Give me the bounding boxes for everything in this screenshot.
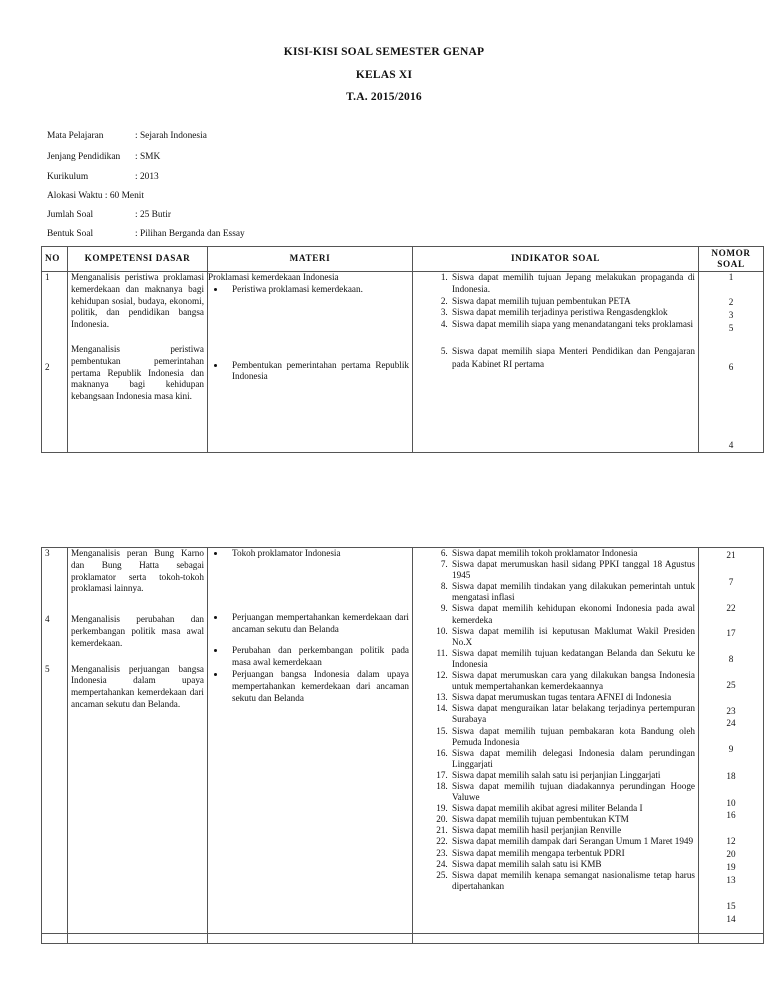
doc-subtitle-class: KELAS XI	[355, 69, 413, 81]
list-item: • Perjuangan mempertahankan kemerdekaan dari ancaman sekutu dan Belanda	[226, 612, 409, 636]
grid-table-page1	[41, 246, 764, 453]
list-item: 15. Siswa dapat memilih tujuan pembakaran kota Bandung oleh Pemuda Indonesia	[450, 726, 695, 748]
list-item: 25. Siswa dapat memilih kenapa semangat nasionalisme tetap harus dipertahankan	[450, 870, 695, 892]
list-item: 17. Siswa dapat memilih salah satu isi perjanjian Linggarjati	[450, 770, 695, 781]
question-number: 19	[726, 862, 736, 872]
row-number: 1	[45, 272, 50, 282]
table-row	[42, 548, 764, 934]
question-number: 8	[728, 654, 734, 664]
list-item: 10. Siswa dapat memilih isi keputusan Maklumat Wakil Presiden No.X	[450, 626, 695, 648]
materi-list	[208, 284, 409, 296]
question-number: 4	[728, 440, 734, 450]
row-number-cell	[42, 272, 68, 453]
col-header-materi: MATERI	[208, 247, 413, 272]
materi-list	[208, 612, 409, 636]
list-item: • Tokoh proklamator Indonesia	[226, 548, 409, 560]
question-number: 12	[726, 836, 736, 846]
nomor-cell	[699, 548, 764, 934]
materi-list	[208, 548, 409, 560]
materi-list	[208, 645, 409, 704]
meta-curriculum: Kurikulum : 2013	[47, 172, 159, 182]
indikator-list	[416, 272, 695, 331]
list-item: 18. Siswa dapat memilih tujuan diadakannya perundingan Hooge Valuwe	[450, 781, 695, 803]
list-item: 21. Siswa dapat memilih hasil perjanjian Renville	[450, 825, 695, 836]
row-number-cell	[42, 548, 68, 934]
grid-table-page2	[41, 547, 764, 944]
list-item: 14. Siswa dapat menguraikan latar belakang terjadinya pertempuran Surabaya	[450, 703, 695, 725]
list-item: 1. Siswa dapat memilih tujuan Jepang melakukan propaganda di Indonesia.	[450, 272, 695, 296]
list-item: 13. Siswa dapat merumuskan tugas tentara AFNEI di Indonesia	[450, 692, 695, 703]
row-number: 3	[45, 548, 50, 558]
question-number: 23	[726, 706, 736, 716]
list-item: 4. Siswa dapat memilih siapa yang menandatangani teks proklamasi	[450, 319, 695, 331]
materi-cell	[208, 548, 413, 934]
kd-text: Menganalisis peran Bung Karno dan Bung Hatta sebagai proklamator serta tokoh-tokoh proklamasi lainnya.	[71, 548, 204, 594]
question-number: 16	[726, 810, 736, 820]
question-number: 25	[726, 680, 736, 690]
nomor-cell	[699, 272, 764, 453]
question-number: 22	[726, 603, 736, 613]
indikator-cell	[413, 272, 699, 453]
list-item: 20. Siswa dapat memilih tujuan pembentukan KTM	[450, 814, 695, 825]
meta-level: Jenjang Pendidikan : SMK	[47, 152, 161, 162]
meta-time: Alokasi Waktu : 60 Menit	[47, 191, 144, 201]
doc-title: KISI-KISI SOAL SEMESTER GENAP	[283, 46, 485, 58]
materi-heading: Proklamasi kemerdekaan Indonesia	[208, 272, 339, 282]
question-number: 9	[728, 744, 734, 754]
list-item: • Peristiwa proklamasi kemerdekaan.	[226, 284, 409, 296]
question-number: 15	[726, 901, 736, 911]
list-item: 6. Siswa dapat memilih tokoh proklamator Indonesia	[450, 548, 695, 559]
question-number: 3	[728, 310, 734, 320]
kd-cell	[68, 272, 208, 453]
kd-cell	[68, 548, 208, 934]
indikator-list	[416, 548, 695, 892]
indikator-cell	[413, 548, 699, 934]
question-number: 18	[726, 771, 736, 781]
list-item: 11. Siswa dapat memilih tujuan kedatangan Belanda dan Sekutu ke Indonesia	[450, 648, 695, 670]
list-item: • Perjuangan bangsa Indonesia dalam upaya mempertahankan kemerdekaan dari ancaman sekutu dan Belanda	[226, 669, 409, 704]
question-number: 17	[726, 628, 736, 638]
list-item: 23. Siswa dapat memilih mengapa terbentuk PDRI	[450, 848, 695, 859]
meta-count: Jumlah Soal : 25 Butir	[47, 210, 171, 220]
indikator-list	[416, 345, 695, 371]
list-item: 8. Siswa dapat memilih tindakan yang dilakukan pemerintah untuk mengatasi inflasi	[450, 581, 695, 603]
question-number: 10	[726, 798, 736, 808]
col-header-nomor: NOMOR SOAL	[699, 247, 764, 272]
question-number: 24	[726, 718, 736, 728]
table-row-empty	[42, 934, 764, 944]
list-item: 12. Siswa dapat merumuskan cara yang dilakukan bangsa Indonesia untuk mempertahankan kemerdekaannya	[450, 670, 695, 692]
doc-subtitle-year: T.A. 2015/2016	[346, 91, 422, 103]
meta-form: Bentuk Soal : Pilihan Berganda dan Essay	[47, 229, 245, 239]
kd-text: Menganalisis perubahan dan perkembangan politik masa awal kemerdekaan.	[71, 614, 204, 648]
row-number: 4	[45, 613, 50, 624]
list-item: 5. Siswa dapat memilih siapa Menteri Pendidikan dan Pengajaran pada Kabinet RI pertama	[450, 345, 695, 371]
list-item: 16. Siswa dapat memilih delegasi Indonesia dalam perundingan Linggarjati	[450, 748, 695, 770]
kd-text: Menganalisis peristiwa pembentukan pemerintahan pertama Republik Indonesia dan maknanya bagi kehidupan kebangsaan Indonesia masa kini.	[71, 343, 204, 402]
table-row	[42, 272, 764, 453]
list-item: 9. Siswa dapat memilih kehidupan ekonomi Indonesia pada awal kemerdeka	[450, 603, 695, 625]
list-item: 2. Siswa dapat memilih tujuan pembentukan PETA	[450, 296, 695, 308]
table-header-row	[42, 247, 764, 272]
col-header-no: NO	[42, 247, 68, 272]
list-item: • Perubahan dan perkembangan politik pada masa awal kemerdekaan	[226, 645, 409, 669]
materi-list	[208, 360, 409, 384]
question-number: 21	[726, 550, 736, 560]
kd-text: Menganalisis perjuangan bangsa Indonesia dalam upaya mempertahankan kemerdekaan dari ancaman sekutu dan Belanda.	[71, 663, 204, 709]
materi-cell	[208, 272, 413, 453]
question-number: 6	[728, 362, 734, 372]
row-number: 5	[45, 663, 50, 674]
list-item: 3. Siswa dapat memilih terjadinya peristiwa Rengasdengklok	[450, 307, 695, 319]
question-number: 14	[726, 914, 736, 924]
col-header-kd: KOMPETENSI DASAR	[68, 247, 208, 272]
list-item: 24. Siswa dapat memilih salah satu isi KMB	[450, 859, 695, 870]
row-number: 2	[45, 361, 50, 372]
col-header-indikator: INDIKATOR SOAL	[413, 247, 699, 272]
question-number: 7	[728, 577, 734, 587]
question-number: 2	[728, 297, 734, 307]
meta-subject: Mata Pelajaran : Sejarah Indonesia	[47, 131, 207, 141]
list-item: 7. Siswa dapat merumuskan hasil sidang PPKI tanggal 18 Agustus 1945	[450, 559, 695, 581]
question-number: 13	[726, 875, 736, 885]
list-item: 22. Siswa dapat memilih dampak dari Serangan Umum 1 Maret 1949	[450, 836, 695, 847]
question-number: 20	[726, 849, 736, 859]
list-item: 19. Siswa dapat memilih akibat agresi militer Belanda I	[450, 803, 695, 814]
question-number: 1	[728, 272, 734, 282]
list-item: • Pembentukan pemerintahan pertama Republik Indonesia	[226, 360, 409, 384]
kd-text: Menganalisis peristiwa proklamasi kemerdekaan dan maknanya bagi kehidupan sosial, budaya, ekonomi, politik, dan pendidikan bangsa Indonesia.	[71, 272, 204, 330]
question-number: 5	[728, 323, 734, 333]
